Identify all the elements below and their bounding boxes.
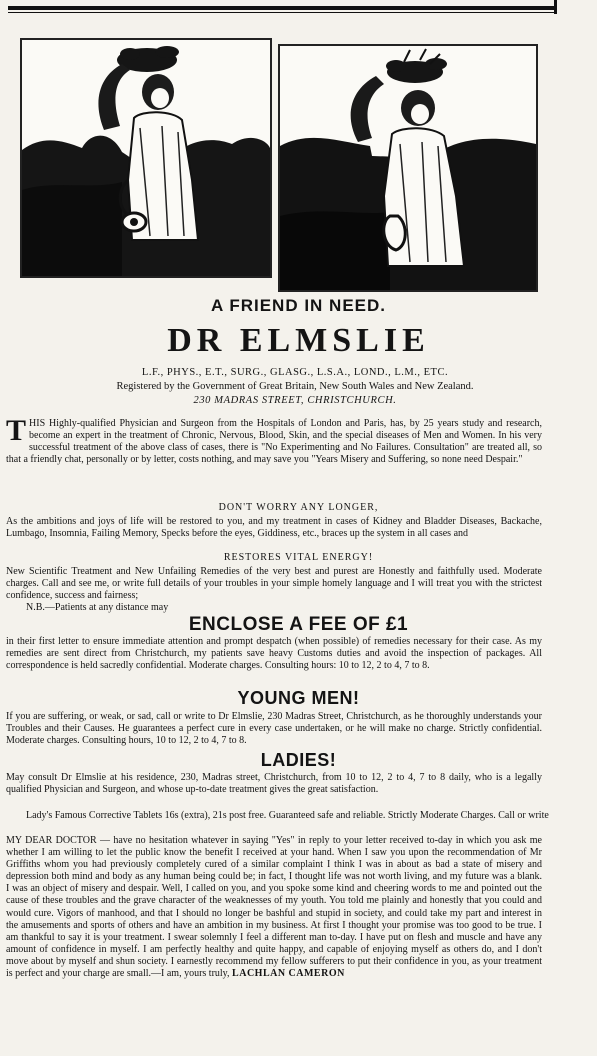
- worry-subheading: DON'T WORRY ANY LONGER,: [218, 502, 379, 513]
- enclose-fee-paragraph: in their first letter to ensure immediate attention and prompt despatch (when possible) of remedies necessary for their case. As my remedies are sent direct from Christchurch, my patients save heavy Customs duties and avoid the inspection of packages. All correspondence is held sacredly confidential. Moderate charges. Consulting hours: 10 to 12, 2 to 4, 7 to 8.: [6, 636, 542, 672]
- intro-paragraph: [6, 414, 542, 466]
- registration-line: Registered by the Government of Great Britain, New South Wales and New Zealand.: [116, 381, 474, 392]
- drop-cap: T: [6, 414, 27, 447]
- enclose-fee-heading: ENCLOSE A FEE OF £1: [188, 614, 409, 635]
- top-border-rule-thin: [8, 12, 557, 13]
- column-divider: [554, 0, 557, 14]
- ladies-paragraph: May consult Dr Elmslie at his residence, 230, Madras street, Christchurch, from 10 to 12, 2 to 4, 7 to 8 daily, who is a legally qualified Physician and Surgeon, and whose up-to-date treatment gives the great satisfaction.: [6, 772, 542, 796]
- ladies-heading: LADIES!: [260, 750, 337, 770]
- testimonial-letter: [6, 835, 542, 980]
- ladies-tablets-paragraph: Lady's Famous Corrective Tablets 16s (extra), 21s post free. Guaranteed safe and reliable. Strictly Moderate Charges. Call or write: [26, 810, 549, 821]
- young-men-paragraph: If you are suffering, or weak, or sad, call or write to Dr Elmslie, 230 Madras Street, Christchurch, as he thoroughly understands your Troubles and their Causes. He guarantees a perfect cure in every case undertaken, or he will make no charge. Strictly confidential. Moderate charges. Consulting hours, 10 to 12, 2 to 4, 7 to 8.: [6, 711, 542, 747]
- woman-in-garden-engraving-left: [20, 38, 272, 278]
- restores-subheading: RESTORES VITAL ENERGY!: [223, 552, 374, 563]
- testimonial-text: MY DEAR DOCTOR — have no hesitation whatever in saying "Yes" in reply to your letter received to-day in which you ask me whether I am willing to let the public know the benefit I received at your hand. When I saw you upon the recommendation of Mr Griffiths whom you had previously completely cured of a similar complaint I think I was in about as bad a state of misery and depression both mind and body as any human being could be; in fact, I thought life was not worth living, and my future was a blank. I was an object of misery and despair. Well, I called on you, and you spoke some kind and cheering words to me and pointed out the cause of these troubles and the grave character of the weaknesses of my youth. You told me plainly and honestly that you could and would cure. Vigors of manhood, and that I should no longer be bashful and stupid in society, and could take my part and interest in the amusements and sports of others and have an ambition in my business. At first I thought your promise was too good to be true. I am thankful to say it is your treatment. I swear solemnly I feel a different man to-day. I have put on flesh and muscle and have any amount of confidence in myself. I am perfectly healthy and quite happy, and capable of enjoying myself as others do, and I don't move about by myself and shun society. I earnestly recommend my fellow sufferers to put their confidence in you, as your treatment is perfect and your charge are small.—I am, yours truly,: [6, 835, 542, 980]
- nb-note: N.B.—Patients at any distance may: [26, 602, 169, 613]
- doctor-name-heading: DR ELMSLIE: [167, 322, 430, 359]
- address-line: 230 MADRAS STREET, CHRISTCHURCH.: [193, 395, 397, 406]
- ambitions-paragraph: As the ambitions and joys of life will be restored to you, and my treatment in cases of Kidney and Bladder Diseases, Backache, Lumbago, Insomnia, Failing Memory, Specks before the eyes, Giddiness, etc., braces up the system in all cases and: [6, 516, 542, 540]
- intro-text: HIS Highly-qualified Physician and Surgeon from the Hospitals of London and Paris, has, by 25 years study and research, become an expert in the treatment of Chronic, Nervous, Blood, Skin, and the special diseases of Men and Women. In his very successful treatment of the above class of cases, there is "No Experimenting and No Failures. Consultation" are treated all, so that a friendly chat, personally or by letter, costs nothing, and may save you "Years Misery and Suffering, so none need Despair.": [6, 418, 542, 466]
- top-border-rule: [8, 6, 557, 10]
- young-men-heading: YOUNG MEN!: [237, 688, 360, 708]
- credentials-line: L.F., PHYS., E.T., SURG., GLASG., L.S.A., LOND., L.M., ETC.: [141, 367, 449, 378]
- headline-friend-in-need: A FRIEND IN NEED.: [210, 296, 387, 315]
- new-treatment-paragraph: New Scientific Treatment and New Unfailing Remedies of the very best and purest are Honestly and faithfully used. Moderate charges. Call and see me, or write full details of your troubles in your simple homely language and I will treat you with the strictest confidence, success and fairness;: [6, 566, 542, 602]
- woman-in-garden-engraving-right: [278, 44, 538, 292]
- testimonial-signature: LACHLAN CAMERON: [232, 968, 345, 980]
